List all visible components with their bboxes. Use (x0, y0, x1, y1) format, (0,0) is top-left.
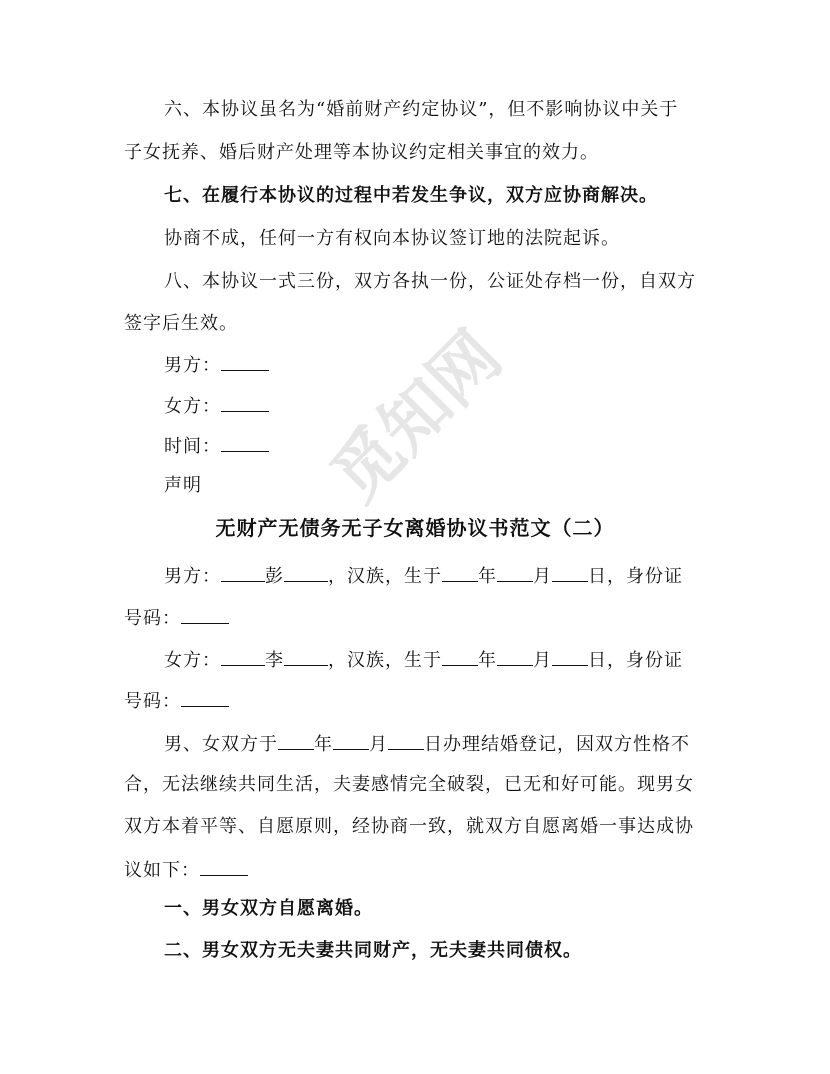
section-title: 无财产无债务无子女离婚协议书范文（二） (215, 516, 615, 540)
clause-6-line-2: 子女抚养、婚后财产处理等本协议约定相关事宜的效力。 (124, 142, 599, 163)
female-year-label: 年 (478, 650, 497, 671)
male-prefix: 男方： (164, 566, 221, 587)
female-id-label: 号码： (124, 691, 181, 712)
blank (497, 563, 533, 582)
clause-7-continuation: 协商不成，任何一方有权向本协议签订地的法院起诉。 (164, 228, 620, 249)
blank (442, 647, 478, 666)
male-month-label: 月 (533, 566, 552, 587)
signature-female (164, 393, 764, 419)
female-ethnicity-birth: ，汉族，生于 (328, 650, 442, 671)
blank (388, 731, 424, 750)
male-ethnicity-birth: ，汉族，生于 (328, 566, 442, 587)
signature-time (164, 433, 764, 459)
male-id-line (124, 605, 724, 631)
marriage-line-2: 合，无法继续共同生活，夫妻感情完全破裂，已无和好可能。现男女 (124, 774, 694, 795)
marriage-blank (200, 857, 248, 876)
marriage-start: 男、女双方于 (164, 734, 278, 755)
watermark-text: 觅知网 (316, 316, 517, 517)
blank (278, 731, 314, 750)
female-prefix: 女方： (164, 650, 221, 671)
female-id-blank (181, 688, 229, 707)
blank (284, 563, 328, 582)
clause-8-line-1: 八、本协议一式三份，双方各执一份，公证处存档一份，自双方 (164, 271, 696, 292)
female-party-line (164, 647, 764, 673)
clause-8-line-2: 签字后生效。 (124, 313, 238, 334)
blank (552, 647, 588, 666)
marriage-line-4 (124, 857, 724, 883)
marriage-conclusion-label: 议如下： (124, 860, 200, 881)
female-month-label: 月 (533, 650, 552, 671)
marriage-line-1 (164, 731, 764, 757)
watermark (300, 300, 540, 540)
male-id-label: 号码： (124, 608, 181, 629)
signature-female-blank (221, 393, 269, 412)
signature-time-label: 时间： (164, 436, 221, 457)
signature-male-label: 男方： (164, 355, 221, 376)
blank (442, 563, 478, 582)
clause-6-line-1: 六、本协议虽名为“婚前财产约定协议”，但不影响协议中关于 (164, 99, 679, 120)
male-day-id-label: 日，身份证 (588, 566, 683, 587)
female-surname: 李 (265, 650, 284, 671)
signature-female-label: 女方： (164, 396, 221, 417)
marriage-rest: 日办理结婚登记，因双方性格不 (424, 734, 690, 755)
male-party-line (164, 563, 764, 589)
male-year-label: 年 (478, 566, 497, 587)
marriage-year-label: 年 (314, 734, 333, 755)
blank (552, 563, 588, 582)
article-2: 二、男女双方无夫妻共同财产，无夫妻共同债权。 (164, 940, 582, 961)
female-day-id-label: 日，身份证 (588, 650, 683, 671)
article-1: 一、男女双方自愿离婚。 (164, 898, 373, 919)
signature-male-blank (221, 352, 269, 371)
statement-label: 声明 (164, 475, 202, 496)
marriage-month-label: 月 (369, 734, 388, 755)
blank (497, 647, 533, 666)
blank (284, 647, 328, 666)
blank (221, 563, 265, 582)
signature-male (164, 352, 764, 378)
clause-7-heading: 七、在履行本协议的过程中若发生争议，双方应协商解决。 (164, 185, 658, 206)
signature-time-blank (221, 433, 269, 452)
blank (333, 731, 369, 750)
marriage-line-3: 双方本着平等、自愿原则，经协商一致，就双方自愿离婚一事达成协 (124, 816, 694, 837)
blank (221, 647, 265, 666)
male-surname: 彭 (265, 566, 284, 587)
male-id-blank (181, 605, 229, 624)
female-id-line (124, 688, 724, 714)
